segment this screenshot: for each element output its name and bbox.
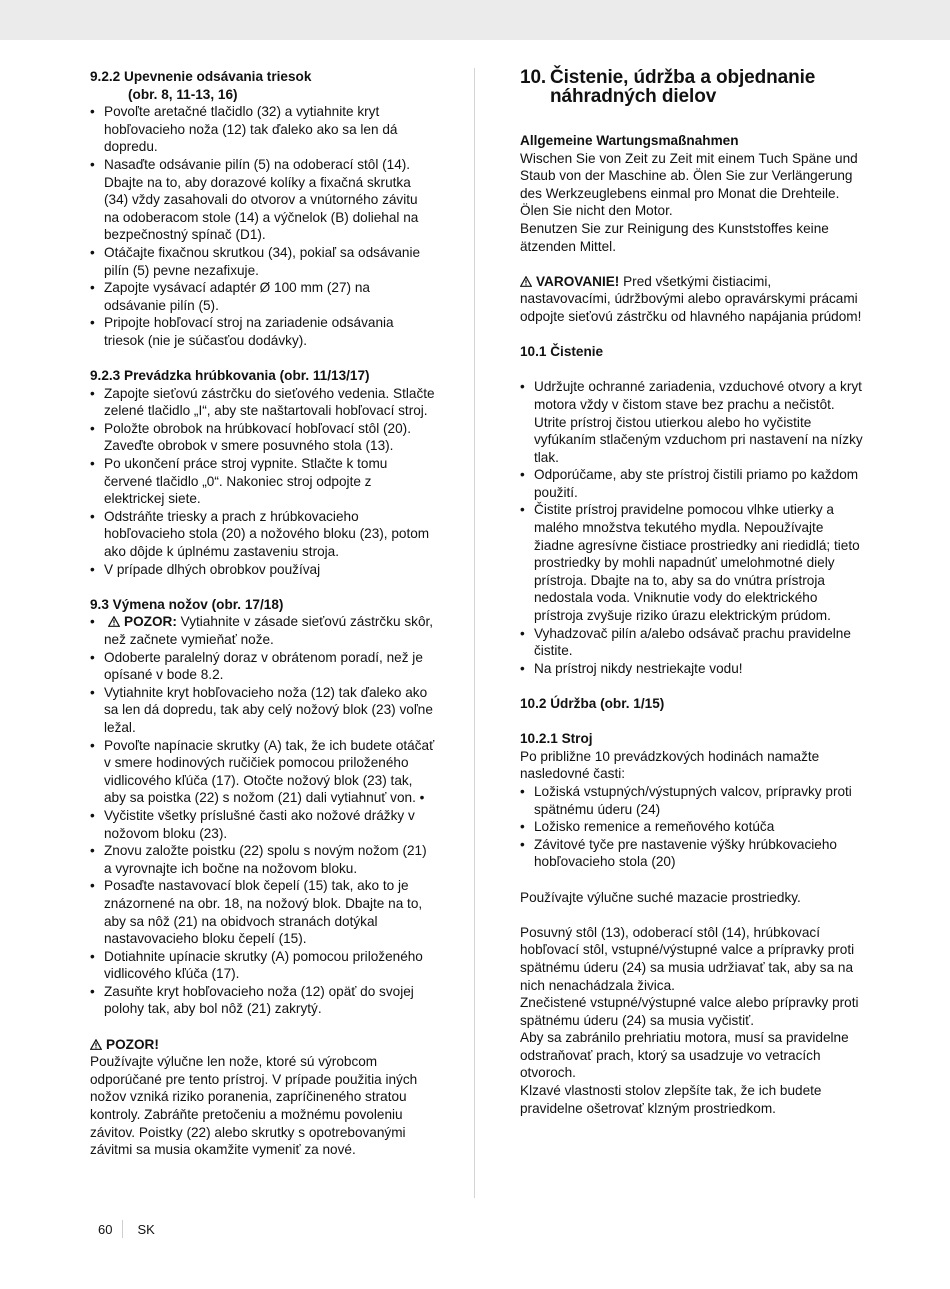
pozor-heading — [90, 1036, 435, 1054]
list-item: • Dotiahnite upínacie skrutky (A) pomocou priloženého vidlicového kľúča (17). — [90, 948, 435, 983]
right-column — [520, 68, 865, 1117]
left-column — [90, 68, 435, 1159]
maintenance-paragraph: Klzavé vlastnosti stolov zlepšíte tak, že ich budete pravidelne ošetrovať klzným prostriedkom. — [520, 1083, 822, 1116]
general-maintenance-text-2: Benutzen Sie zur Reinigung des Kunststoffes keine ätzenden Mittel. — [520, 220, 829, 254]
list-item: • Otáčajte fixačnou skrutkou (34), pokiaľ sa odsávanie pilín (5) pevne nezafixuje. — [90, 244, 435, 279]
list-item: • Odoberte paralelný doraz v obrátenom poradí, než je opísané v bode 8.2. — [90, 649, 435, 684]
warning-icon — [108, 616, 120, 627]
pozor-title: POZOR! — [106, 1036, 159, 1052]
list-item: • Položte obrobok na hrúbkovací hobľovací stôl (20). Zaveďte obrobok v smere posuvného stola (13). — [90, 420, 435, 455]
warning-paragraph — [520, 273, 865, 326]
list-item: • Po ukončení práce stroj vypnite. Stlačte k tomu červené tlačidlo „0“. Nakoniec stroj odpojte z elektrickej siete. — [90, 455, 435, 508]
list-item: • Povoľte aretačné tlačidlo (32) a vytiahnite kryt hobľovacieho noža (12) tak ďaleko ako sa len dá dopredu. — [90, 103, 435, 156]
section-9-3-title: 9.3 Výmena nožov (obr. 17/18) — [90, 596, 284, 612]
section-9-2-3-title: 9.2.3 Prevádzka hrúbkovania (obr. 11/13/17) — [90, 368, 370, 384]
maintenance-paragraph: Znečistené vstupné/výstupné valce alebo prípravky proti spätnému úderu (24) sa musia vyčistiť. — [520, 995, 859, 1028]
list-item: • Ložisko remenice a remeňového kotúča — [520, 818, 865, 836]
section-10-2-1-list — [520, 783, 865, 871]
language-code: SK — [137, 1221, 155, 1237]
list-item: • Posaďte nastavovací blok čepelí (15) tak, ako to je znázornené na obr. 18, na nožový blok. Dbajte na to, aby sa nôž (21) na obidvoch stranách dotýkal nastavovacieho bloku čepelí (15). — [90, 877, 435, 947]
list-item-warning — [90, 613, 435, 648]
general-maintenance-title: Allgemeine Wartungsmaßnahmen — [520, 133, 739, 148]
footer-divider — [122, 1220, 123, 1238]
list-item: • Zapojte sieťovú zástrčku do sieťového vedenia. Stlačte zelené tlačidlo „I“, aby ste naštartovali hobľovací stroj. — [90, 385, 435, 420]
page-footer — [98, 1220, 155, 1238]
section-10-2-title: 10.2 Údržba (obr. 1/15) — [520, 696, 665, 711]
section-10-2-1-title: 10.2.1 Stroj — [520, 731, 593, 747]
chapter-10-heading — [520, 68, 865, 106]
section-10-2-1-intro: Po približne 10 prevádzkových hodinách namažte nasledovné časti: — [520, 748, 820, 782]
chapter-number: 10. — [520, 67, 547, 88]
section-9-2-2-subtitle: (obr. 8, 11-13, 16) — [128, 86, 238, 102]
section-9-2-3-list — [90, 385, 435, 579]
section-9-3-list — [90, 613, 435, 1018]
list-item: • Závitové tyče pre nastavenie výšky hrúbkovacieho hobľovacieho stola (20) — [520, 836, 865, 871]
list-item: • Zasuňte kryt hobľovacieho noža (12) opäť do svojej polohy tak, aby bol nôž (21) zakrytý. — [90, 983, 435, 1018]
list-item: • V prípade dlhých obrobkov používaj — [90, 561, 435, 579]
section-10-1-title: 10.1 Čistenie — [520, 344, 604, 360]
list-item: • Odstráňte triesky a prach z hrúbkovacieho hobľovacieho stola (20) a nožového bloku (23), potom ako dôjde k úplnému zastaveniu stroja. — [90, 508, 435, 561]
list-item: • Znovu založte poistku (22) spolu s novým nožom (21) a vyrovnajte ich bočne na nožovom bloku. — [90, 842, 435, 877]
list-item: • Čistite prístroj pravidelne pomocou vlhke utierky a malého množstva tekutého mydla. Nepoužívajte žiadne agresívne čistiace prostriedky ani riedidlá; tieto prostriedky by mohli napadnúť umelohmotné diely prístroja. Dbajte na to, aby sa do vnútra prístroja nedostala voda. Vniknutie vody do elektrického prístroja zvyšuje riziko úrazu elektrickým prúdom. — [520, 501, 865, 624]
general-maintenance-text: Wischen Sie von Zeit zu Zeit mit einem Tuch Späne und Staub von der Maschine ab. Ölen Sie zur Verlängerung des Werkzeuglebens einmal pro Monat die Drehteile. Ölen Sie nicht den Motor. — [520, 150, 858, 219]
warning-text: Pred všetkými čistiacimi, nastavovacími, údržbovými alebo opravárskymi prácami odpojte sieťovú zástrčku od hlavného napájania prúdom! — [520, 273, 862, 324]
chapter-title: Čistenie, údržba a objednanie náhradných dielov — [550, 67, 816, 107]
top-bar — [0, 0, 950, 40]
list-item: • Odporúčame, aby ste prístroj čistili priamo po každom použití. — [520, 466, 865, 501]
maintenance-paragraph: Posuvný stôl (13), odoberací stôl (14), hrúbkovací hobľovací stôl, vstupné/výstupné valce a prípravky proti spätnému úderu (24) sa musia udržiavať tak, aby sa na nich nenachádzala živica. — [520, 924, 855, 993]
list-item: • Vyhadzovač pilín a/alebo odsávač prachu pravidelne čistite. — [520, 625, 865, 660]
varovanie-label: VAROVANIE! — [536, 273, 620, 289]
column-divider — [474, 68, 475, 1198]
list-item: • Ložiská vstupných/výstupných valcov, prípravky proti spätnému úderu (24) — [520, 783, 865, 818]
warning-icon — [520, 276, 532, 287]
warning-icon — [90, 1039, 102, 1050]
section-9-2-2-title: 9.2.2 Upevnenie odsávania triesok — [90, 69, 312, 84]
page-number: 60 — [98, 1221, 113, 1237]
list-item: • Vytiahnite kryt hobľovacieho noža (12) tak ďaleko ako sa len dá dopredu, tak aby celý nožový blok (23) voľne ležal. — [90, 684, 435, 737]
list-item: • Udržujte ochranné zariadenia, vzduchové otvory a kryt motora vždy v čistom stave bez prachu a nečistôt. Utrite prístroj čistou utierkou alebo ho vyčistite vyfúkaním stlačeným vzduchom pri nastavení na nízky tlak. — [520, 378, 865, 466]
list-item: • Vyčistite všetky príslušné časti ako nožové drážky v nožovom bloku (23). — [90, 807, 435, 842]
pozor-text: Používajte výlučne len nože, ktoré sú výrobcom odporúčané pre tento prístroj. V prípade použitia iných nožov vzniká riziko poranenia, zapríčineného stratou kontroly. Zabráňte pretočeniu a možnému povoleniu závitov. Poistky (22) alebo skrutky s opotrebovanými závitmi sa musia okamžite vymeniť za nové. — [90, 1054, 418, 1158]
list-item: • Povoľte napínacie skrutky (A) tak, že ich budete otáčať v smere hodinových ručičiek pomocou priloženého vidlicového kľúča (17). Otočte nožový blok (23) tak, aby sa poistka (22) s nožom (21) dali vytiahnuť von. • — [90, 737, 435, 807]
lubricant-note: Používajte výlučne suché mazacie prostriedky. — [520, 889, 801, 905]
list-item: • Nasaďte odsávanie pilín (5) na odoberací stôl (14). Dbajte na to, aby dorazové kolíky a fixačná skrutka (34) vždy zasahovali do otvorov a vnútorného závitu na odoberacom stole (14) a výčnelok (B) doliehal na bezpečnostný spínač (D1). — [90, 156, 435, 244]
list-item: • Pripojte hobľovací stroj na zariadenie odsávania triesok (nie je súčasťou dodávky). — [90, 314, 435, 349]
maintenance-paragraph: Aby sa zabránilo prehriatiu motora, musí sa pravidelne odstraňovať prach, ktorý sa usadzuje vo vetracích otvoroch. — [520, 1030, 849, 1081]
list-item: • Zapojte vysávací adaptér Ø 100 mm (27) na odsávanie pilín (5). — [90, 279, 435, 314]
warning-text: Vytiahnite v zásade sieťovú zástrčku skôr, než začnete vymieňať nože. — [104, 614, 434, 647]
section-9-2-2-list — [90, 103, 435, 349]
pozor-label: POZOR: — [124, 614, 177, 630]
section-10-1-list — [520, 378, 865, 677]
list-item: • Na prístroj nikdy nestriekajte vodu! — [520, 660, 865, 678]
